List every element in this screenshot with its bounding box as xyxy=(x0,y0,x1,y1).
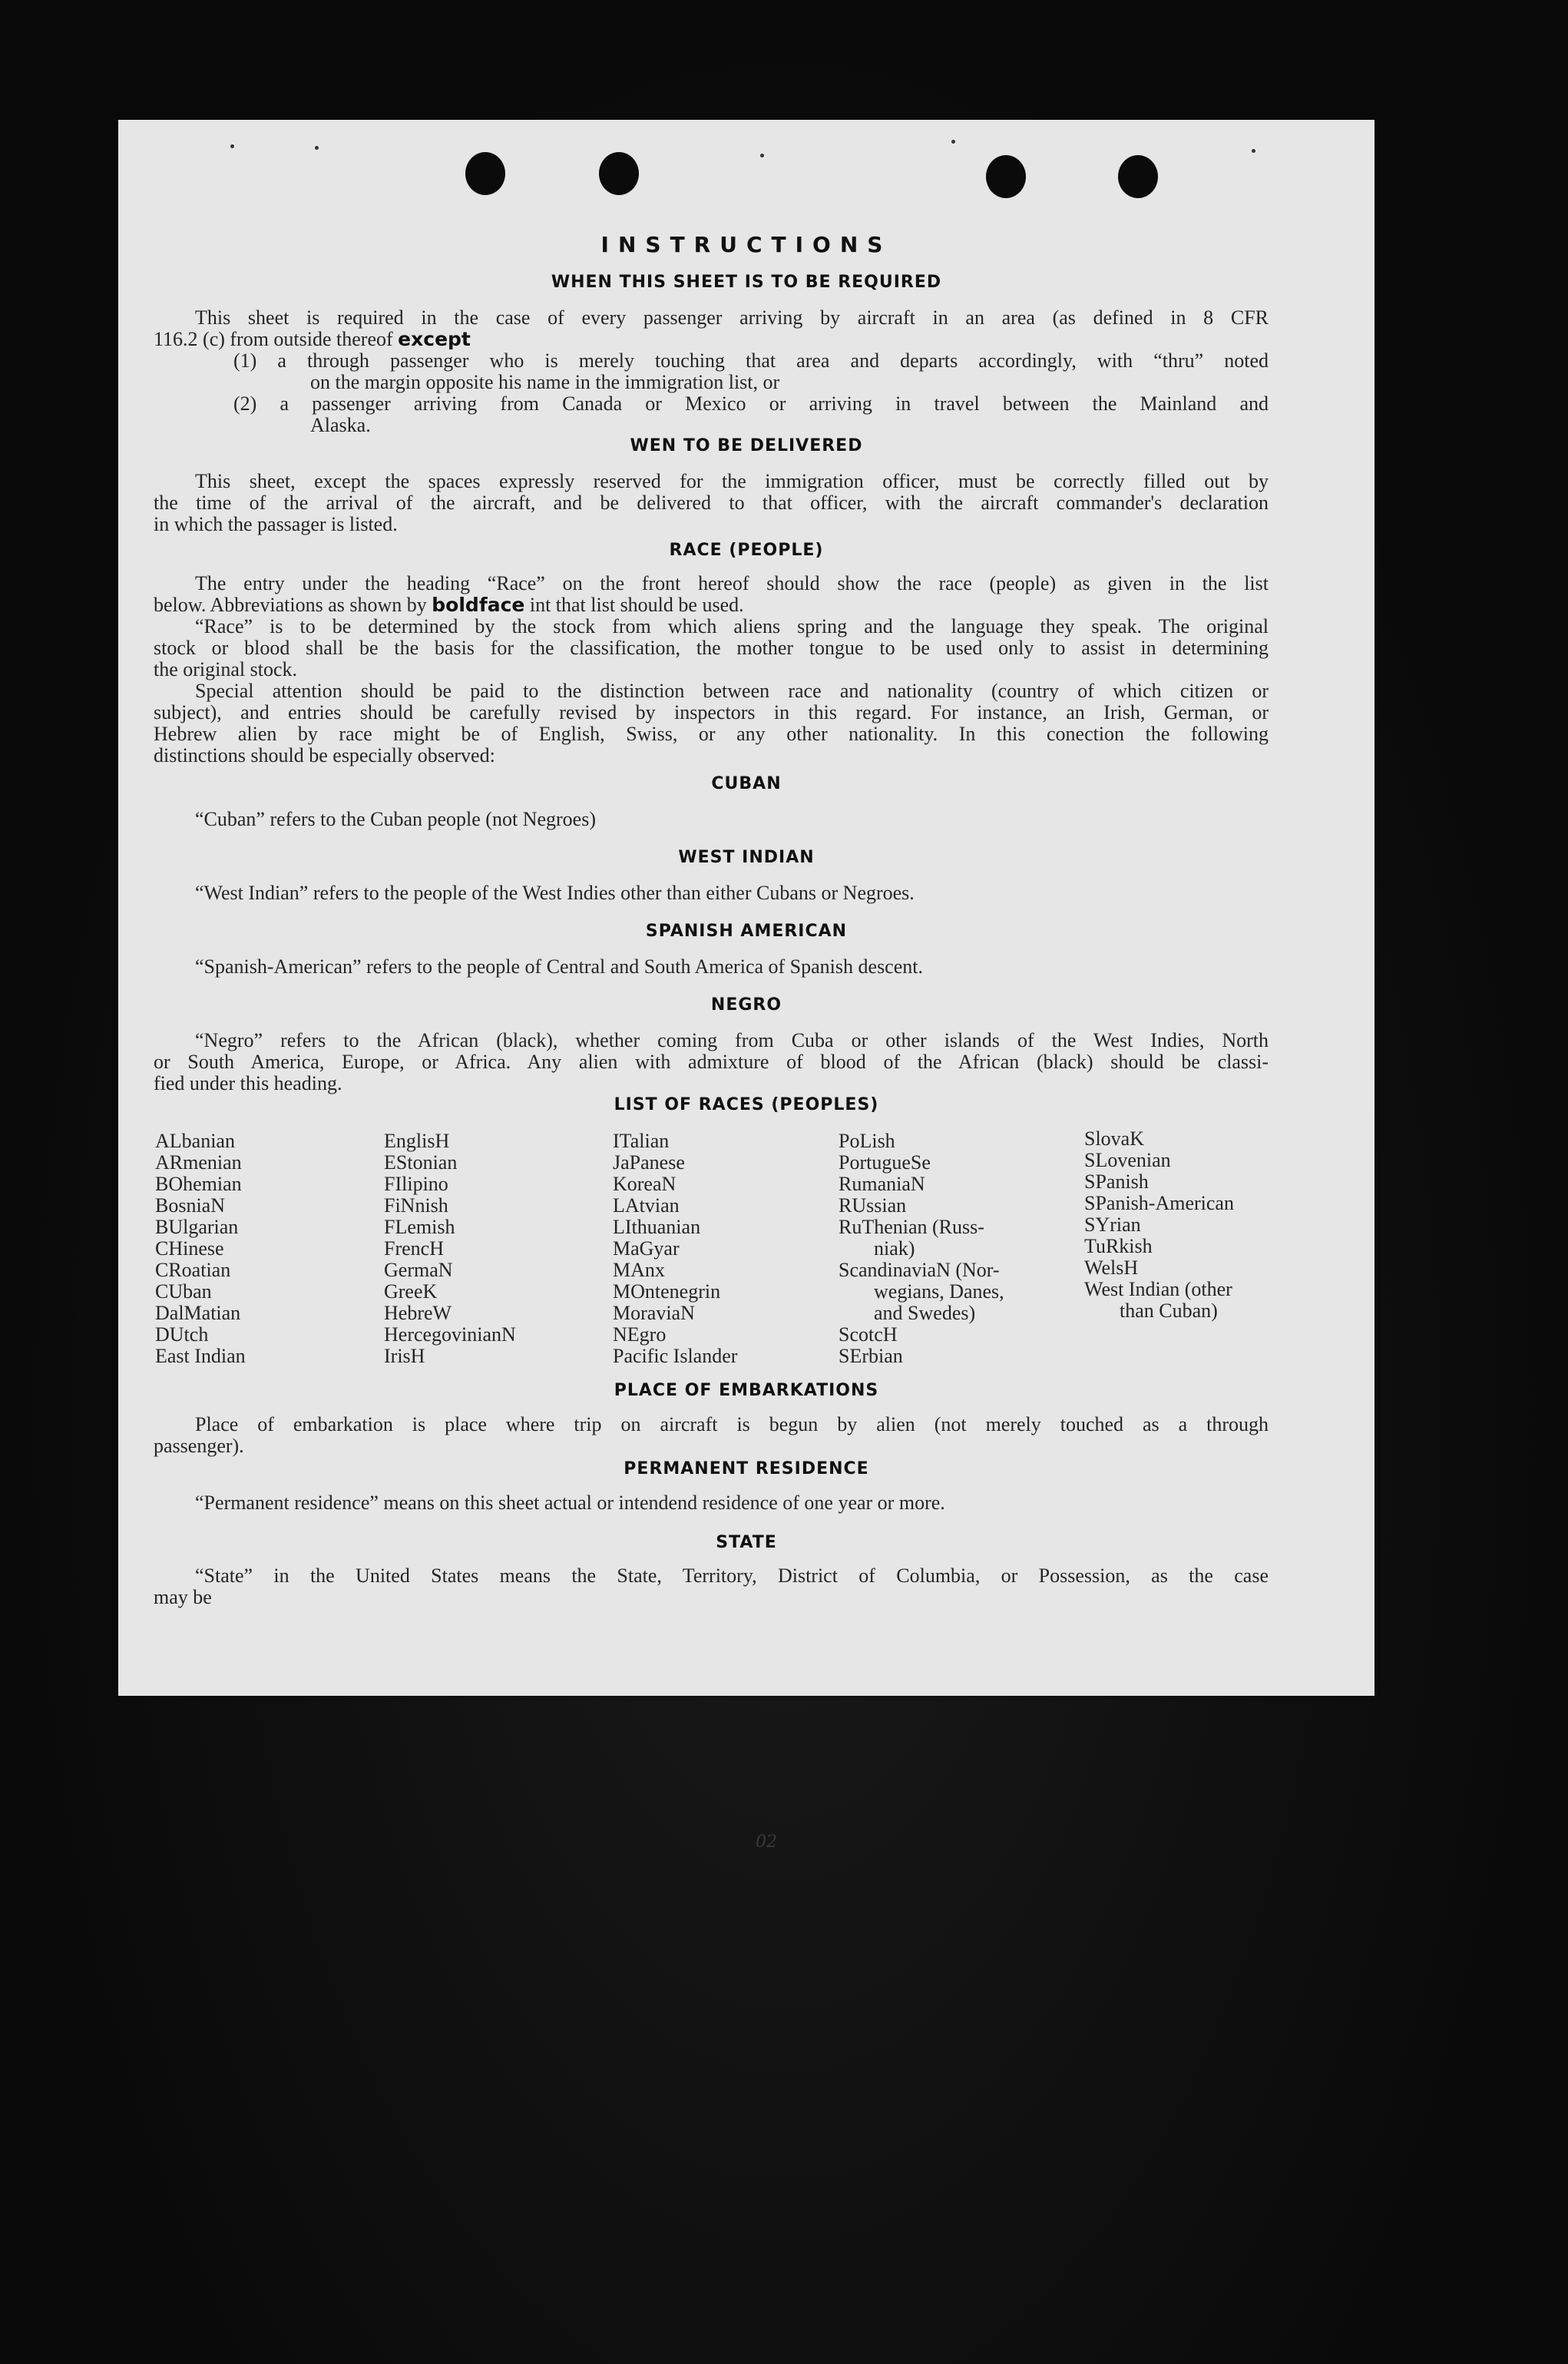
race-item: LAtvian xyxy=(613,1194,680,1217)
race-item: BosniaN xyxy=(155,1194,225,1217)
instruction-sheet xyxy=(118,120,1374,1696)
race-item-continuation: and Swedes) xyxy=(874,1302,976,1324)
page-title: INSTRUCTIONS xyxy=(600,232,892,257)
text-line: “Permanent residence” means on this sheet actual or intendend residence of one year or more. xyxy=(195,1492,945,1514)
race-item: JaPanese xyxy=(613,1151,685,1174)
race-item: FrencH xyxy=(384,1237,444,1260)
race-item: PoLish xyxy=(839,1130,895,1152)
heading-spanish-american: SPANISH AMERICAN xyxy=(645,922,848,941)
race-item: MaGyar xyxy=(613,1237,680,1260)
text-line: in which the passager is listed. xyxy=(154,513,398,535)
text-line: may be xyxy=(154,1586,212,1608)
race-item: BOhemian xyxy=(155,1173,242,1195)
race-item: PortugueSe xyxy=(839,1151,931,1174)
speck xyxy=(230,144,234,148)
race-item: RuThenian (Russ- xyxy=(839,1216,984,1238)
race-column-5 xyxy=(1084,1128,1234,1322)
race-item: BUlgarian xyxy=(155,1216,239,1238)
race-item-continuation: than Cuban) xyxy=(1120,1300,1218,1322)
text-line: This sheet, except the spaces expressly reserved for the immigration officer, must be correctly filled out by xyxy=(195,470,1269,492)
race-item-continuation: wegians, Danes, xyxy=(874,1280,1004,1303)
race-item: West Indian (other xyxy=(1084,1278,1232,1300)
text-line: “Race” is to be determined by the stock from which aliens spring and the language they speak. The original xyxy=(195,615,1269,637)
heading-when-required: WHEN THIS SHEET IS TO BE REQUIRED xyxy=(551,273,942,292)
text-line: fied under this heading. xyxy=(154,1072,342,1094)
race-item: TuRkish xyxy=(1084,1235,1153,1257)
text-line: the original stock. xyxy=(154,658,298,680)
race-item: FLemish xyxy=(384,1216,455,1238)
bold-term: boldface xyxy=(432,594,525,616)
text-line: This sheet is required in the case of every passenger arriving by aircraft in an area (as defined in 8 CFR xyxy=(195,306,1269,329)
race-item: HercegovinianN xyxy=(384,1323,516,1346)
heading-negro: NEGRO xyxy=(710,995,782,1015)
text-line: or South America, Europe, or Africa. Any alien with admixture of blood of the African (black) should be classi- xyxy=(154,1051,1269,1073)
race-item: Pacific Islander xyxy=(613,1345,738,1367)
text-line: the time of the arrival of the aircraft, and be delivered to that officer, with the aircraft commander's declaration xyxy=(154,492,1269,514)
race-item: CRoatian xyxy=(155,1259,231,1281)
race-item: GermaN xyxy=(384,1259,453,1281)
heading-state: STATE xyxy=(716,1533,777,1552)
text-line: “Negro” refers to the African (black), whether coming from Cuba or other islands of the West Indies, North xyxy=(195,1029,1269,1051)
text-line: 116.2 (c) from outside thereof except xyxy=(154,328,471,350)
punch-hole xyxy=(1118,155,1158,198)
text-line: (1) a through passenger who is merely touching that area and departs accordingly, with “thru” noted xyxy=(233,349,1269,372)
text-line: “West Indian” refers to the people of the West Indies other than either Cubans or Negroes. xyxy=(195,882,915,904)
race-item: WelsH xyxy=(1084,1256,1139,1279)
race-item: ALbanian xyxy=(155,1130,235,1152)
text-line: The entry under the heading “Race” on the front hereof should show the race (people) as given in the list xyxy=(195,572,1269,594)
race-item: SPanish xyxy=(1084,1170,1149,1193)
text-line: “Cuban” refers to the Cuban people (not Negroes) xyxy=(195,808,596,830)
heading-when-delivered: WEN TO BE DELIVERED xyxy=(630,436,863,455)
heading-cuban: CUBAN xyxy=(711,774,782,793)
race-column-3 xyxy=(613,1131,737,1367)
text-line: distinctions should be especially observed: xyxy=(154,744,495,766)
text-line: stock or blood shall be the basis for the classification, the mother tongue to be used only to assist in determining xyxy=(154,637,1269,659)
text-line: on the margin opposite his name in the immigration list, or xyxy=(310,371,780,393)
race-item: SYrian xyxy=(1084,1213,1141,1236)
race-item: ITalian xyxy=(613,1130,670,1152)
race-item: EnglisH xyxy=(384,1130,450,1152)
race-column-2 xyxy=(384,1131,516,1367)
race-item: NEgro xyxy=(613,1323,667,1346)
race-item: MAnx xyxy=(613,1259,665,1281)
race-item: SLovenian xyxy=(1084,1149,1171,1171)
race-item: CHinese xyxy=(155,1237,224,1260)
text-line: subject), and entries should be carefully revised by inspectors in this regard. For instance, an Irish, German, or xyxy=(154,701,1269,723)
text-line: Alaska. xyxy=(310,414,371,436)
race-item: CUban xyxy=(155,1280,212,1303)
race-item: DalMatian xyxy=(155,1302,241,1324)
race-item-continuation: niak) xyxy=(874,1237,915,1260)
race-item: SPanish-American xyxy=(1084,1192,1234,1214)
race-column-1 xyxy=(155,1131,246,1367)
race-item: MOntenegrin xyxy=(613,1280,721,1303)
text-line: “Spanish-American” refers to the people of Central and South America of Spanish descent. xyxy=(195,955,923,978)
race-item: GreeK xyxy=(384,1280,438,1303)
race-item: FIlipino xyxy=(384,1173,448,1195)
race-item: ScotcH xyxy=(839,1323,898,1346)
race-item: ScandinaviaN (Nor- xyxy=(839,1259,1000,1281)
handwritten-mark: 02 xyxy=(756,1833,777,1852)
race-item: LIthuanian xyxy=(613,1216,701,1238)
race-column-4 xyxy=(839,1131,1004,1367)
race-item: SErbian xyxy=(839,1345,903,1367)
race-item: DUtch xyxy=(155,1323,209,1346)
punch-hole xyxy=(599,152,639,195)
race-item: East Indian xyxy=(155,1345,246,1367)
race-item: HebreW xyxy=(384,1302,452,1324)
text-line: Hebrew alien by race might be of English, Swiss, or any other nationality. In this conection the following xyxy=(154,723,1269,745)
race-item: MoraviaN xyxy=(613,1302,695,1324)
punch-hole xyxy=(465,152,505,195)
text-line: passenger). xyxy=(154,1435,244,1457)
heading-list-of-races: LIST OF RACES (PEOPLES) xyxy=(614,1095,879,1114)
heading-permanent-residence: PERMANENT RESIDENCE xyxy=(624,1459,869,1478)
text-line: below. Abbreviations as shown by boldface int that list should be used. xyxy=(154,594,744,616)
heading-race: RACE (PEOPLE) xyxy=(669,541,824,560)
heading-west-indian: WEST INDIAN xyxy=(678,848,815,867)
speck xyxy=(760,154,764,157)
race-item: SlovaK xyxy=(1084,1127,1144,1150)
bold-term: except xyxy=(398,328,471,350)
punch-hole xyxy=(986,155,1026,198)
race-item: IrisH xyxy=(384,1345,425,1367)
text-line: (2) a passenger arriving from Canada or Mexico or arriving in travel between the Mainland and xyxy=(233,392,1269,415)
race-item: EStonian xyxy=(384,1151,458,1174)
text-line: Special attention should be paid to the distinction between race and nationality (country of which citizen or xyxy=(195,680,1269,702)
text-line: Place of embarkation is place where trip on aircraft is begun by alien (not merely touched as a through xyxy=(195,1413,1269,1435)
race-item: FiNnish xyxy=(384,1194,448,1217)
speck xyxy=(1252,149,1255,153)
race-item: RumaniaN xyxy=(839,1173,925,1195)
text-line: “State” in the United States means the State, Territory, District of Columbia, or Possession, as the case xyxy=(195,1564,1269,1587)
race-item: KoreaN xyxy=(613,1173,676,1195)
heading-place-of-embarkation: PLACE OF EMBARKATIONS xyxy=(614,1381,879,1400)
speck xyxy=(951,140,955,144)
speck xyxy=(315,146,319,150)
race-item: RUssian xyxy=(839,1194,907,1217)
race-item: ARmenian xyxy=(155,1151,242,1174)
